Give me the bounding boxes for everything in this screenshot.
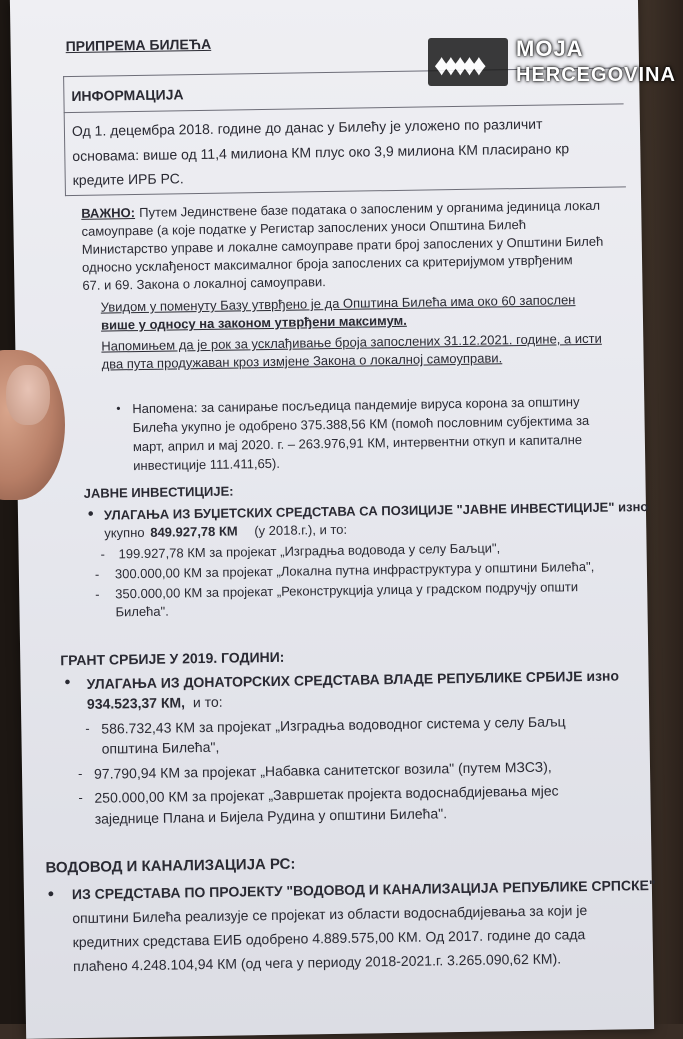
grant-item: 250.000,00 КМ за пројекат „Завршетак пројекта водоснабдијевања мјес [94, 782, 559, 806]
important-line: Увидом у поменуту Базу утврђено је да Општина Билећа има око 60 запослен [100, 292, 576, 315]
logo-figures-icon [428, 38, 508, 86]
grant-item: 97.790,94 КМ за пројекат „Набавка санитетског возила" (путем МЗСЗ), [93, 758, 552, 782]
dash: - [94, 566, 100, 582]
grant-total-suffix: и то: [192, 693, 223, 711]
water-line: плаћено 4.248.104,94 КМ (од чега у периоду 2018-2021.г. 3.265.090,62 КМ). [72, 950, 562, 975]
important-line: Министарство управе и локалне самоуправе прати број запослених у Општини Билећ [81, 233, 604, 257]
public-item: 350.000,00 КМ за пројекат „Реконструкција улица у градском подручју општи [115, 579, 579, 602]
logo-line1: MOJA [516, 36, 584, 61]
grant-title: ГРАНТ СРБИЈЕ У 2019. ГОДИНИ: [60, 648, 285, 669]
water-bullet-dot: • [47, 884, 55, 904]
logo-figures-glyph: ♦♦♦♦♦ [434, 49, 481, 82]
info-line: кредите ИРБ РС. [72, 170, 184, 189]
public-item: Билећа". [115, 603, 169, 620]
water-bullet: ИЗ СРЕДСТАВА ПО ПРОЈЕКТУ "ВОДОВОД И КАНАЛИЗАЦИЈА РЕПУБЛИКЕ СРПСКЕ" [71, 876, 656, 903]
important-line: односно усклађеност максималног броја запослених са критеријумом утврђеним [81, 252, 573, 275]
public-total-suffix: (у 2018.г.), и то: [254, 521, 348, 539]
public-bullet-dot: • [87, 505, 94, 523]
grant-total: 934.523,37 КМ, [86, 694, 186, 712]
important-line: 67. и 69. Закона о локалној самоуправи. [82, 274, 326, 293]
water-line: општини Билећа реализује се пројекат из области водоснабдијевања за који је [72, 902, 588, 927]
note-line: март, април и мај 2020. г. – 263.976,91 КМ, интервентни откуп и капиталне [132, 432, 583, 455]
logo-line2: HERCEGOVINA [516, 64, 676, 86]
grant-item: заједнице Плана и Бијела Рудина у општини Билећа". [94, 805, 448, 827]
public-item: 199.927,78 КМ за пројекат „Изградња водовода у селу Баљци", [118, 540, 501, 562]
document-page [10, 0, 654, 1039]
water-title: ВОДОВОД И КАНАЛИЗАЦИЈА РС: [45, 855, 296, 877]
dash: - [85, 720, 90, 736]
note-line: Билећа укупно је одобрено 375.388,56 КМ (помоћ пословним субјектима за [132, 412, 590, 436]
important-label: ВАЖНО: [81, 205, 136, 221]
dash: - [77, 765, 83, 782]
thumb-nail [6, 365, 50, 425]
public-item: 300.000,00 КМ за пројекат „Локална путна инфраструктура у општини Билећа", [114, 558, 595, 582]
important-line: Напомињем да је рок за усклађивање броја запослених 31.12.2021. године, а исти [101, 330, 602, 354]
info-line: Од 1. децембра 2018. године до данас у Билећу је уложено по различит [71, 115, 543, 140]
important-line: Путем Јединствене базе података о запосленим у органима јединица локал [139, 197, 601, 220]
grant-item: општина Билећа", [101, 738, 220, 757]
note-bullet: • [116, 401, 121, 416]
public-total-prefix: укупно [104, 524, 145, 541]
important-line: више у односу на законом утврђени максимум. [100, 312, 407, 333]
grant-bullet: УЛАГАЊА ИЗ ДОНАТОРСКИХ СРЕДСТАВА ВЛАДЕ РЕПУБЛИКЕ СРБИЈЕ изно [86, 667, 620, 692]
public-total: 849.927,78 КМ [150, 523, 238, 540]
dash: - [78, 789, 83, 806]
important-line: два пута продужаван кроз измјене Закона о локалној самоуправи. [101, 350, 503, 372]
important-line: самоуправе (а које податке у Регистар запослених уноси Општина Билећ [81, 216, 527, 239]
watermark-logo [428, 34, 676, 92]
note-line: инвестиције 111.411,65). [133, 455, 281, 474]
info-line: основама: више од 11,4 милиона КМ плус око 3,9 милиона КМ пласирано кр [72, 140, 570, 165]
info-title: ИНФОРМАЦИЈА [71, 86, 184, 105]
grant-item: 586.732,43 КМ за пројекат „Изградња водоводног система у селу Баљц [101, 713, 566, 737]
dash: - [100, 546, 106, 562]
water-line: кредитних средстава ЕИБ одобрено 4.889.575,00 КМ. Од 2017. године до сада [72, 926, 586, 951]
note-line: Напомена: за санирање посљедица пандемије вируса корона за општину [132, 394, 580, 417]
public-bullet: УЛАГАЊА ИЗ БУЏЕТСКИХ СРЕДСТАВА СА ПОЗИЦИЈЕ "ЈАВНЕ ИНВЕСТИЦИЈЕ" изно [103, 499, 649, 523]
grant-bullet-dot: • [64, 674, 71, 692]
dash: - [95, 586, 100, 602]
public-title: ЈАВНЕ ИНВЕСТИЦИЈЕ: [83, 483, 234, 501]
doc-heading: ПРИПРЕМА БИЛЕЋА [65, 35, 212, 55]
